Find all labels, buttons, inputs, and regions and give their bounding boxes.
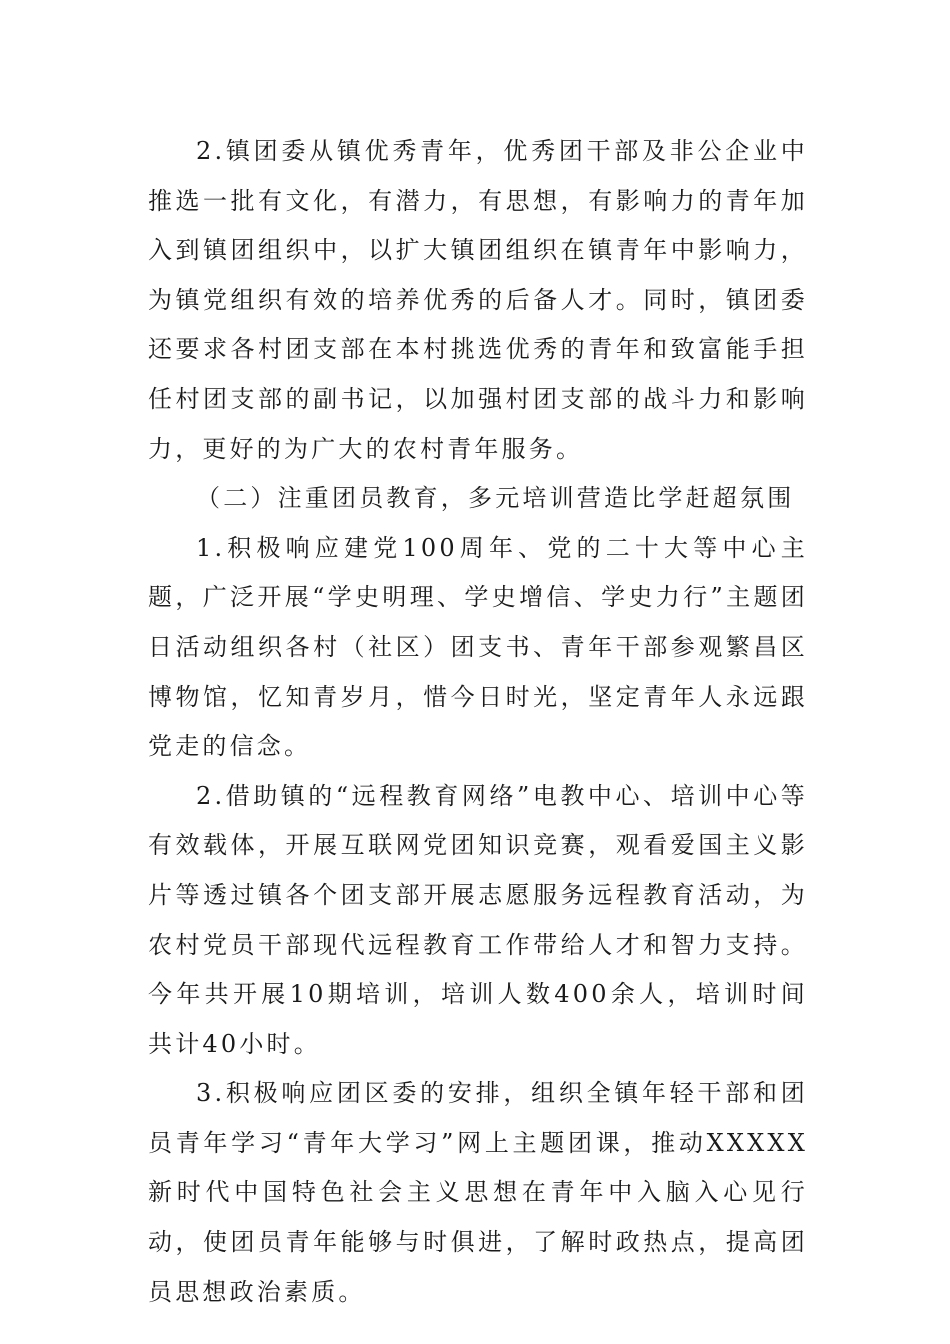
section-heading-member-education: （二）注重团员教育，多元培训营造比学赶超氛围 <box>196 484 795 513</box>
paragraph-youth-study: 3.积极响应团区委的安排，组织全镇年轻干部和团员青年学习“青年大学习”网上主题团课，推动XXXXX新时代中国特色社会主义思想在青年中入脑入心见行动，使团员青年能够与时俱进，了解时政热点，提高团员思想政治素质。 <box>148 1079 808 1306</box>
document-body <box>148 127 808 1317</box>
paragraph-remote-education: 2.借助镇的“远程教育网络”电教中心、培训中心等有效载体，开展互联网党团知识竞赛，观看爱国主义影片等透过镇各个团支部开展志愿服务远程教育活动，为农村党员干部现代远程教育工作带给人才和智力支持。今年共开展10期培训，培训人数400余人，培训时间共计40小时。 <box>148 781 808 1058</box>
paragraph-theme-activities: 1.积极响应建党100周年、党的二十大等中心主题，广泛开展“学史明理、学史增信、学史力行”主题团日活动组织各村（社区）团支书、青年干部参观繁昌区博物馆，忆知青岁月，惜今日时光，坚定青年人永远跟党走的信念。 <box>148 533 808 761</box>
paragraph-recommend-youth: 2.镇团委从镇优秀青年，优秀团干部及非公企业中推选一批有文化，有潜力，有思想，有影响力的青年加入到镇团组织中，以扩大镇团组织在镇青年中影响力，为镇党组织有效的培养优秀的后备人才。同时，镇团委还要求各村团支部在本村挑选优秀的青年和致富能手担任村团支部的副书记，以加强村团支部的战斗力和影响力，更好的为广大的农村青年服务。 <box>148 137 808 463</box>
